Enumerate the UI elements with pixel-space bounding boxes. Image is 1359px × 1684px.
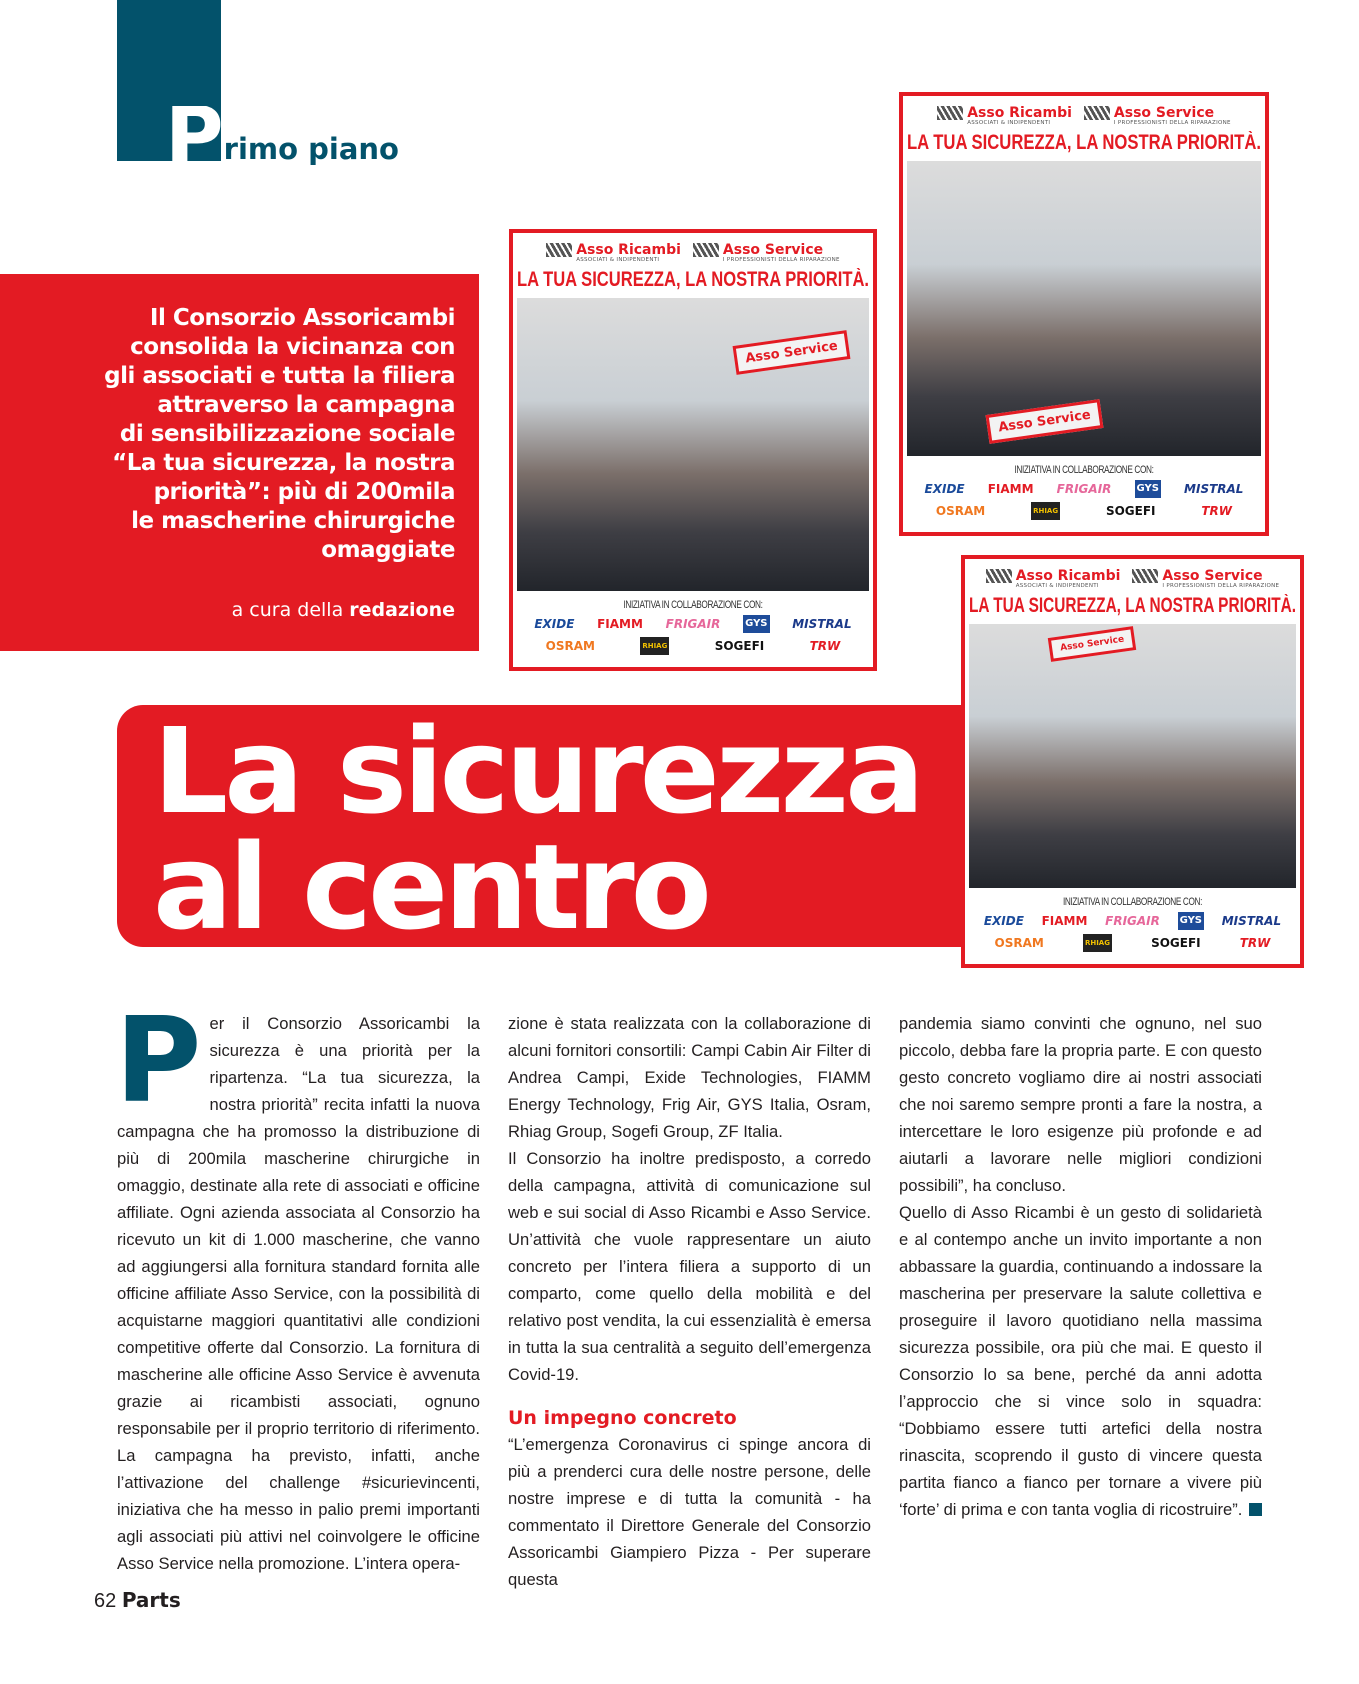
page-folio [94, 1588, 181, 1613]
headline [117, 702, 977, 956]
asso-ricambi-logo [937, 106, 1072, 127]
fiamm-logo: FIAMM [987, 482, 1034, 496]
sponsor-row [913, 480, 1255, 498]
ad-photo [969, 624, 1296, 888]
asso-ricambi-logo [986, 569, 1121, 590]
exide-logo: EXIDE [983, 914, 1024, 928]
ad-slogan-text: LA TUA SICUREZZA, LA NOSTRA PRIORITÀ. [969, 594, 1297, 617]
section-name: rimo piano [223, 132, 399, 166]
headline-line-1: La sicurezza [153, 702, 921, 840]
sogefi-logo: SOGEFI [1105, 504, 1156, 518]
frigair-logo: FRIGAIR [1105, 914, 1160, 928]
campaign-ad-1 [509, 229, 877, 671]
frigair-logo: FRIGAIR [665, 617, 721, 631]
intro-box [0, 274, 479, 651]
drop-cap: P [115, 991, 202, 1129]
trw-logo: TRW [1201, 504, 1233, 518]
paragraph: Il Consorzio ha inoltre predisposto, a corredo della campagna, attività di comunicazione sul web e sui social di Asso Ricambi e Asso Service. Un’attività che vuole rappresentare un aiuto concreto per l’intera filiera a supporto di un comparto, come quello della mobilità e del relativo post vendita, la cui essenzialità è emersa in tutta la sua centralità a seguito dell’emergenza Covid-19. [508, 1149, 871, 1384]
photo-banner: Asso Service [986, 399, 1104, 444]
sogefi-logo: SOGEFI [1151, 936, 1201, 950]
brand2-name: Asso Service [722, 242, 824, 258]
paragraph-text: Quello di Asso Ricambi è un gesto di solidarietà e al contempo anche un invito importante a non abbassare la guardia, continuando a indossare la mascherina per preservare la salute collettiva e proseguire il lavoro quotidiano nella massima sicurezza possibile, ora più che mai. E questo il Consorzio lo sa bene, perché da anni adotta l’approccio che si vince solo in squadra: “Dobbiamo essere tutti artefici della nostra rinascita, scoprendo il gusto di vincere questa partita fianco a fianco per tornare a vivere più ‘forte’ di prima e con tanta voglia di ricostruire”. [899, 1203, 1262, 1519]
ad-slogan-text: LA TUA SICUREZZA, LA NOSTRA PRIORITÀ. [517, 268, 870, 291]
asso-service-logo [1084, 106, 1231, 127]
fiamm-logo: FIAMM [597, 617, 643, 631]
ad-slogan [969, 594, 1296, 618]
photo-banner: Asso Service [732, 330, 850, 375]
body-column-3 [899, 1010, 1262, 1523]
paragraph: “L’emergenza Coronavirus ci spinge ancora di più a prenderci cura delle nostre persone, delle nostre imprese e di tutta la comunità - ha commentato il Direttore Generale del Consorzio Assoricambi Giampiero Pizza - Per superare questa [508, 1435, 871, 1589]
paragraph: zione è stata realizzata con la collaborazione di alcuni fornitori consortili: Campi Cabin Air Filter di Andrea Campi, Exide Technologies, FIAMM Energy Technology, Frig Air, GYS Italia, Osram, Rhiag Group, Sogefi Group, ZF Italia. [508, 1014, 871, 1141]
ad-photo [907, 161, 1261, 456]
brand1-name: Asso Ricambi [967, 105, 1072, 121]
ad-slogan-text: LA TUA SICUREZZA, LA NOSTRA PRIORITÀ. [907, 131, 1262, 154]
ad-slogan [907, 131, 1261, 155]
intro-line: attraverso la campagna [157, 392, 455, 418]
ad-collab-label: INIZIATIVA IN COLLABORAZIONE CON: [1014, 464, 1154, 476]
gys-logo: GYS [743, 615, 769, 633]
rhiag-logo: RHIAG [640, 637, 669, 655]
body-column-1 [115, 991, 480, 1577]
frigair-logo: FRIGAIR [1056, 482, 1112, 496]
sponsor-logos [969, 912, 1296, 960]
ad-collab-label: INIZIATIVA IN COLLABORAZIONE CON: [623, 599, 763, 611]
sponsor-row [523, 615, 863, 633]
osram-logo: OSRAM [935, 504, 986, 518]
brand1-tagline: ASSOCIATI & INDIPENDENTI [967, 120, 1051, 126]
ad-logos [969, 569, 1296, 590]
tyre-tread-icon [546, 243, 572, 257]
campaign-ad-3 [961, 555, 1304, 968]
rhiag-logo: RHIAG [1031, 502, 1060, 520]
paragraph: er il Consorzio Assoricambi la sicurezza è una priorità per la ripartenza. “La tua sicurezza, la nostra priorità” recita infatti la nuova campagna che ha promosso la distribuzione di più di 200mila mascherine chirurgiche in omaggio, destinate alla rete di associati e officine affiliate. Ogni azienda associata al Consorzio ha ricevuto un kit di 1.000 mascherine, che vanno ad aggiungersi alla fornitura standard fornita alle officine affiliate Asso Service, con la possibilità di acquistarne maggiori quantitativi alle condizioni competitive offerte dal Consorzio. La fornitura di mascherine alle officine Asso Service è avvenuta grazie ai ricambisti associati, ognuno responsabile per il proprio territorio di riferimento. La campagna ha previsto, infatti, anche l’attivazione del challenge #sicurievincenti, iniziativa che ha messo in palio premi importanti agli associati più attivi nel coinvolgere le officine Asso Service nella promozione. L’intera opera- [117, 1014, 480, 1573]
byline-name: redazione [349, 599, 455, 621]
sponsor-row [975, 934, 1290, 952]
brand2-tagline: I PROFESSIONISTI DELLA RIPARAZIONE [1113, 120, 1231, 126]
body-column-2 [508, 1010, 871, 1593]
osram-logo: OSRAM [994, 936, 1044, 950]
brand2-tagline: I PROFESSIONISTI DELLA RIPARAZIONE [722, 257, 840, 263]
brand1-tagline: ASSOCIATI & INDIPENDENTI [1015, 583, 1099, 589]
brand1-tagline: ASSOCIATI & INDIPENDENTI [576, 257, 660, 263]
intro-line: le mascherine chirurgiche [131, 508, 455, 534]
photo-banner: Asso Service [1048, 626, 1137, 662]
brand2-tagline: I PROFESSIONISTI DELLA RIPARAZIONE [1162, 583, 1280, 589]
tyre-tread-icon [937, 106, 963, 120]
asso-service-logo [1132, 569, 1279, 590]
subheading: Un impegno concreto [508, 1407, 737, 1429]
mistral-logo: MISTRAL [1184, 482, 1244, 496]
intro-line: priorità”: più di 200mila [153, 479, 455, 505]
fiamm-logo: FIAMM [1041, 914, 1088, 928]
mistral-logo: MISTRAL [1221, 914, 1282, 928]
tyre-tread-icon [1132, 569, 1158, 583]
sponsor-logos [517, 615, 869, 663]
asso-ricambi-logo [546, 243, 681, 264]
asso-service-logo [693, 243, 840, 264]
intro-summary [0, 304, 455, 565]
brand2-name: Asso Service [1162, 568, 1263, 584]
ad-collab-label: INIZIATIVA IN COLLABORAZIONE CON: [1062, 896, 1203, 908]
magazine-name: Parts [121, 1588, 181, 1612]
gys-logo: GYS [1178, 912, 1204, 930]
mistral-logo: MISTRAL [792, 617, 852, 631]
rhiag-logo: RHIAG [1083, 934, 1112, 952]
byline-prefix: a cura della [231, 599, 344, 621]
gys-logo: GYS [1135, 480, 1161, 498]
section-initial: P [165, 106, 224, 164]
tyre-tread-icon [693, 243, 719, 257]
trw-logo: TRW [809, 639, 841, 653]
intro-line: “La tua sicurezza, la nostra [112, 450, 455, 476]
ad-logos [517, 243, 869, 264]
intro-line: omaggiate [321, 537, 455, 563]
brand1-name: Asso Ricambi [1015, 568, 1121, 584]
byline [0, 599, 455, 621]
end-of-article-mark [1249, 1503, 1262, 1516]
intro-line: consolida la vicinanza con [130, 334, 455, 360]
sponsor-row [913, 502, 1255, 520]
paragraph: pandemia siamo convinti che ognuno, nel suo piccolo, debba fare la propria parte. E con questo gesto concreto vogliamo dire ai nostri associati che noi saremo sempre pronti a fare la nostra, a intercettare le loro esigenze più profonde e ad aiutarli a lavorare nelle migliori condizioni possibili”, ha concluso. [899, 1014, 1262, 1195]
sponsor-logos [907, 480, 1261, 528]
brand2-name: Asso Service [1113, 105, 1215, 121]
brand1-name: Asso Ricambi [576, 242, 681, 258]
exide-logo: EXIDE [534, 617, 575, 631]
sponsor-row [975, 912, 1290, 930]
section-label [165, 104, 399, 164]
ad-photo [517, 298, 869, 591]
ad-logos [907, 106, 1261, 127]
trw-logo: TRW [1239, 936, 1271, 950]
intro-line: di sensibilizzazione sociale [119, 421, 455, 447]
tyre-tread-icon [986, 569, 1012, 583]
campaign-ad-2 [899, 92, 1269, 536]
ad-slogan [517, 268, 869, 292]
page-number: 62 [94, 1590, 117, 1612]
exide-logo: EXIDE [924, 482, 965, 496]
headline-line-2: al centro [153, 818, 708, 956]
sponsor-row [523, 637, 863, 655]
tyre-tread-icon [1084, 106, 1110, 120]
sogefi-logo: SOGEFI [714, 639, 765, 653]
paragraph [899, 1199, 1262, 1523]
intro-line: gli associati e tutta la filiera [104, 363, 455, 389]
osram-logo: OSRAM [545, 639, 595, 653]
intro-line: Il Consorzio Assoricambi [149, 305, 455, 331]
